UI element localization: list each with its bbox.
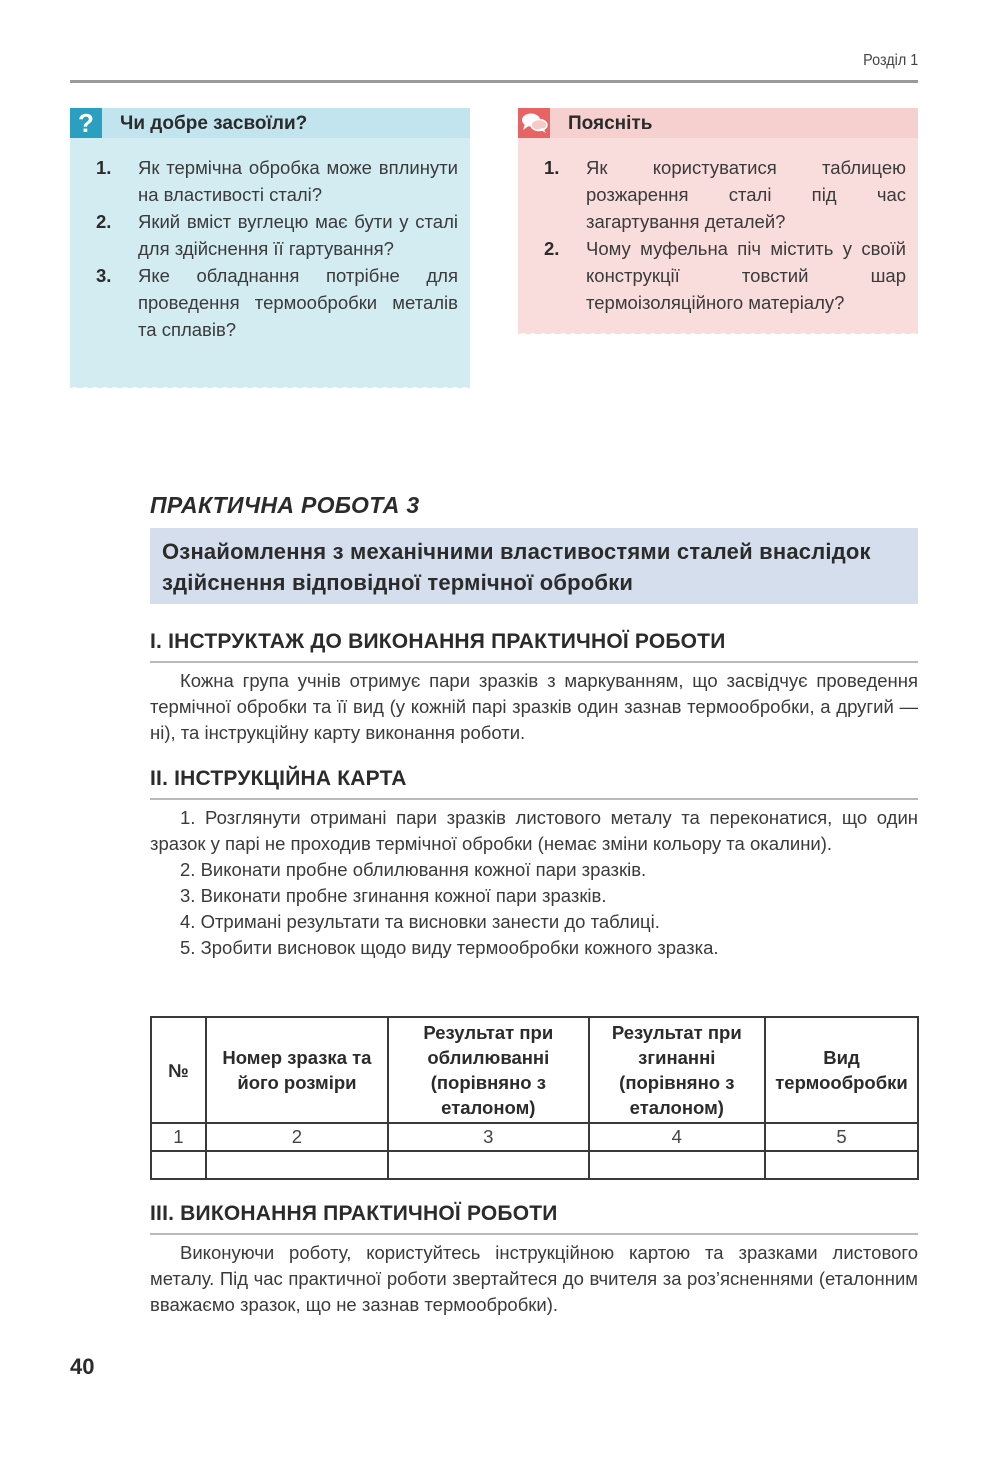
speech-bubbles-icon <box>518 108 550 138</box>
table-cell: 1 <box>151 1123 206 1151</box>
section-label: Розділ 1 <box>862 52 918 69</box>
list-item: 3. Яке обладнання потрібне для проведення термообробки металів та сплавів? <box>96 265 458 340</box>
scalloped-edge <box>518 328 918 340</box>
list-item: 2. Виконати пробне облилювання кожної пари зразків. <box>180 859 647 880</box>
list-item: 5. Зробити висновок щодо виду термообробки кожного зразка. <box>180 937 719 958</box>
table-cell <box>206 1151 388 1179</box>
explain-list <box>544 154 906 316</box>
table-cell: 5 <box>765 1123 918 1151</box>
instruction-steps <box>150 805 918 961</box>
table-cell: 4 <box>589 1123 766 1151</box>
table-header: № <box>151 1017 206 1123</box>
section-divider <box>150 661 918 663</box>
table-cell <box>589 1151 766 1179</box>
table-cell <box>765 1151 918 1179</box>
questions-box-title: Чи добре засвоїли? <box>120 113 308 134</box>
scalloped-edge <box>70 382 470 394</box>
list-item: 4. Отримані результати та висновки занести до таблиці. <box>180 911 660 932</box>
explain-box <box>518 108 918 334</box>
list-item: 1. Як користуватися таблицею розжарення сталі під час загартування деталей? <box>544 157 906 232</box>
section-heading-execution: ІІІ. ВИКОНАННЯ ПРАКТИЧНОЇ РОБОТИ <box>150 1202 558 1225</box>
results-table <box>150 1016 919 1180</box>
table-header: Вид термообробки <box>765 1017 918 1123</box>
table-cell <box>388 1151 588 1179</box>
section-divider <box>150 1233 918 1235</box>
practical-work-theme: Ознайомлення з механічними властивостями сталей внаслідок здійснення відповідної термічної обробки <box>162 539 871 595</box>
section-divider <box>150 798 918 800</box>
list-item: 2. Чому муфельна піч містить у своїй конструкції товстий шар термоізоляційного матеріалу? <box>544 238 906 313</box>
section-text-execution: Виконуючи роботу, користуйтесь інструкційною картою та зразками листового металу. Під час практичної роботи звертайтеся до вчителя за роз’ясненнями (еталонним вважаємо зразок, що не зазнав термообробки). <box>150 1242 918 1315</box>
questions-box <box>70 108 470 388</box>
section-text-instruction: Кожна група учнів отримує пари зразків з маркуванням, що засвідчує проведення термічної обробки та її вид (у кожній парі зразків один зазнав термообробки, а другий — ні), та інструкційну карту виконання роботи. <box>150 670 918 743</box>
list-item: 1. Розглянути отримані пари зразків листового металу та переконатися, що один зразок у парі не проходив термічної обробки (немає зміни кольору та окалини). <box>150 807 918 854</box>
page-number: 40 <box>70 1354 95 1379</box>
practical-work-theme-box <box>150 528 918 604</box>
section-heading-instruction: І. ІНСТРУКТАЖ ДО ВИКОНАННЯ ПРАКТИЧНОЇ РОБОТИ <box>150 630 726 653</box>
section-heading-card: ІІ. ІНСТРУКЦІЙНА КАРТА <box>150 767 407 790</box>
table-header: Результат при облилюванні (порівняно з еталоном) <box>388 1017 588 1123</box>
explain-box-title: Поясніть <box>568 113 653 134</box>
table-cell: 3 <box>388 1123 588 1151</box>
table-cell: 2 <box>206 1123 388 1151</box>
table-row <box>151 1151 918 1179</box>
list-item: 1. Як термічна обробка може вплинути на властивості сталі? <box>96 157 458 205</box>
list-item: 2. Який вміст вуглецю має бути у сталі для здійснення її гартування? <box>96 211 458 259</box>
list-item: 3. Виконати пробне згинання кожної пари зразків. <box>180 885 607 906</box>
table-row <box>151 1123 918 1151</box>
table-cell <box>151 1151 206 1179</box>
table-header-row <box>151 1017 918 1123</box>
header-divider <box>70 80 918 83</box>
table-header: Номер зразка та його розміри <box>206 1017 388 1123</box>
question-icon: ? <box>70 108 102 138</box>
practical-work-label: ПРАКТИЧНА РОБОТА 3 <box>150 492 420 518</box>
questions-list <box>96 154 458 343</box>
table-header: Результат при згинанні (порівняно з еталоном) <box>589 1017 766 1123</box>
